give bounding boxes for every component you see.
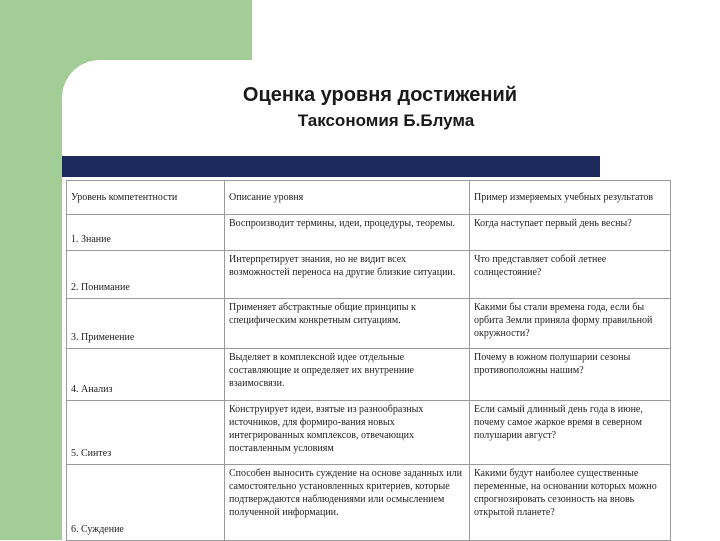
example-cell: Когда наступает первый день весны? xyxy=(470,215,671,251)
description-cell: Применяет абстрактные общие принципы к специфическим конкретным ситуациям. xyxy=(225,299,470,349)
table-row xyxy=(67,215,671,251)
example-cell: Какими бы стали времена года, если бы орбита Земли приняла форму правильной окружности? xyxy=(470,299,671,349)
table-row xyxy=(67,251,671,299)
header-example: Пример измеряемых учебных результатов xyxy=(470,181,671,215)
level-cell: 2. Понимание xyxy=(67,251,225,299)
level-cell: 3. Применение xyxy=(67,299,225,349)
taxonomy-table xyxy=(66,180,671,541)
example-cell: Почему в южном полушарии сезоны противоположны нашим? xyxy=(470,349,671,401)
level-cell: 4. Анализ xyxy=(67,349,225,401)
table-row xyxy=(67,349,671,401)
description-cell: Интерпретирует знания, но не видит всех возможностей переноса на другие близкие ситуации. xyxy=(225,251,470,299)
description-cell: Воспроизводит термины, идеи, процедуры, теоремы. xyxy=(225,215,470,251)
example-cell: Какими будут наиболее существенные переменные, на основании которых можно спрогнозировать сезонность на вновь открытой планете? xyxy=(470,465,671,541)
table-row xyxy=(67,401,671,465)
header-description: Описание уровня xyxy=(225,181,470,215)
table-row xyxy=(67,465,671,541)
level-cell: 1. Знание xyxy=(67,215,225,251)
example-cell: Что представляет собой летнее солнцестояние? xyxy=(470,251,671,299)
table-row xyxy=(67,299,671,349)
slide-title: Оценка уровня достижений xyxy=(242,84,518,106)
description-cell: Выделяет в комплексной идее отдельные составляющие и определяет их внутренние взаимосвязи. xyxy=(225,349,470,401)
decorative-navy-bar xyxy=(62,156,600,177)
example-cell: Если самый длинный день года в июне, почему самое жаркое время в северном полушарии август? xyxy=(470,401,671,465)
level-cell: 6. Суждение xyxy=(67,465,225,541)
description-cell: Конструирует идеи, взятые из разнообразных источников, для формиро-вания новых интегрированных комплексов, отвечающих поставленным условиям xyxy=(225,401,470,465)
table-header-row xyxy=(67,181,671,215)
header-level: Уровень компетентности xyxy=(67,181,225,215)
description-cell: Способен выносить суждение на основе заданных или самостоятельно установленных критериев, которые подтверждаются наблюдениями или осмыслением полученной информации. xyxy=(225,465,470,541)
slide-subtitle: Таксономия Б.Блума xyxy=(297,111,475,130)
level-cell: 5. Синтез xyxy=(67,401,225,465)
